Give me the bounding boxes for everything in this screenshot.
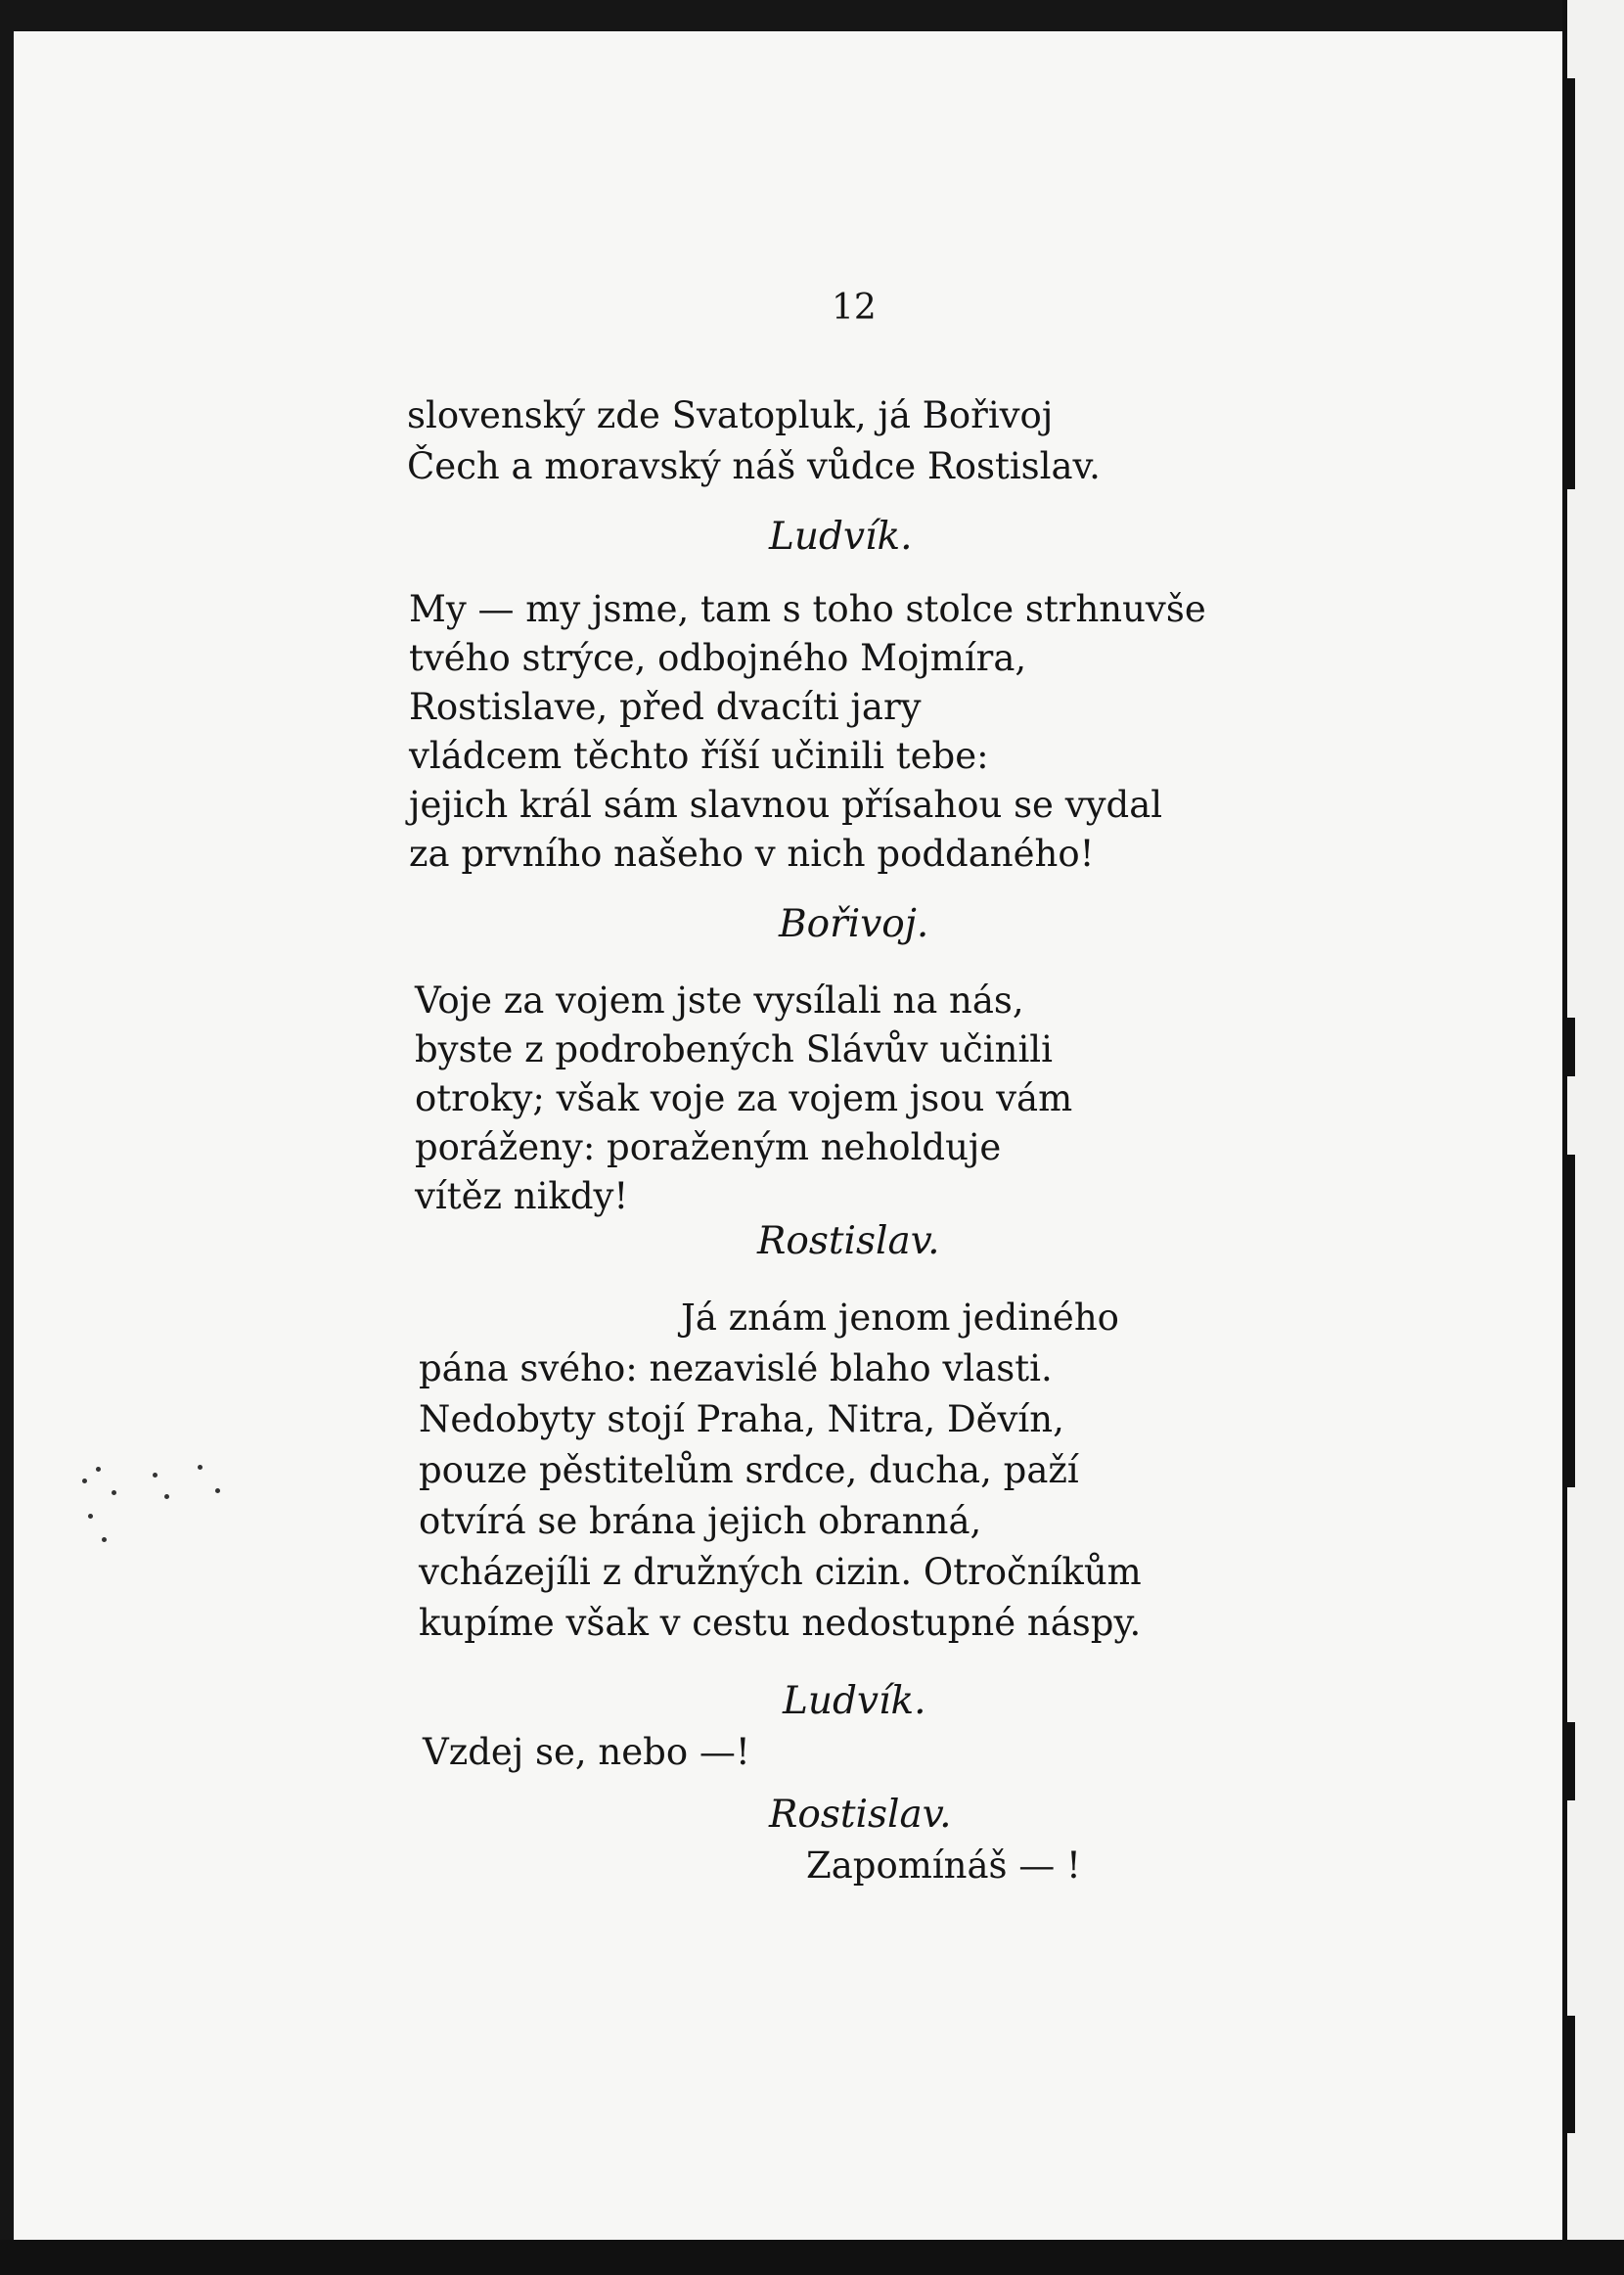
- verse-line: pouze pěstitelům srdce, ducha, paží: [419, 1449, 1079, 1491]
- verse-line: Rostislave, před dvacíti jary: [409, 686, 922, 728]
- verse-line: Nedobyty stojí Praha, Nitra, Děvín,: [419, 1398, 1064, 1440]
- book-page: [14, 31, 1575, 2251]
- verse-line: slovenský zde Svatopluk, já Bořivoj: [407, 394, 1054, 436]
- verse-line: jejich král sám slavnou přísahou se vydal: [409, 784, 1163, 826]
- speaker-name: Rostislav.: [769, 1793, 952, 1837]
- verse-line: My — my jsme, tam s toho stolce strhnuvše: [409, 588, 1206, 630]
- verse-line: pána svého: nezavislé blaho vlasti.: [419, 1347, 1053, 1389]
- verse-line: otvírá se brána jejich obranná,: [419, 1500, 982, 1542]
- verse-line: otroky; však voje za vojem jsou vám: [415, 1077, 1073, 1119]
- speaker-name: Ludvík.: [769, 515, 913, 559]
- verse-line: tvého strýce, odbojného Mojmíra,: [409, 637, 1027, 679]
- verse-line: kupíme však v cestu nedostupné náspy.: [419, 1602, 1142, 1644]
- scan-border: [0, 2240, 1624, 2275]
- verse-line: za prvního našeho v nich poddaného!: [409, 833, 1095, 875]
- verse-line: poráženy: poraženým neholduje: [415, 1126, 1002, 1168]
- verse-line: byste z podrobených Slávův učinili: [415, 1028, 1053, 1070]
- page-edge: [1562, 0, 1624, 2275]
- verse-line: Voje za vojem jste vysílali na nás,: [415, 979, 1024, 1022]
- verse-line: vcházejíli z družných cizin. Otročníkům: [419, 1551, 1142, 1593]
- verse-line: Zapomínáš — !: [806, 1844, 1081, 1887]
- verse-line: vítěz nikdy!: [415, 1175, 629, 1217]
- verse-line: Čech a moravský náš vůdce Rostislav.: [407, 445, 1101, 487]
- verse-line: vládcem těchto říší učinili tebe:: [409, 735, 989, 777]
- speaker-name: Bořivoj.: [779, 902, 929, 946]
- page-number: 12: [832, 288, 877, 328]
- speaker-name: Rostislav.: [757, 1219, 940, 1263]
- speaker-name: Ludvík.: [783, 1679, 926, 1723]
- verse-line: Já znám jenom jediného: [681, 1297, 1119, 1339]
- verse-line: Vzdej se, nebo —!: [423, 1731, 750, 1773]
- print-specks: [82, 1465, 239, 1572]
